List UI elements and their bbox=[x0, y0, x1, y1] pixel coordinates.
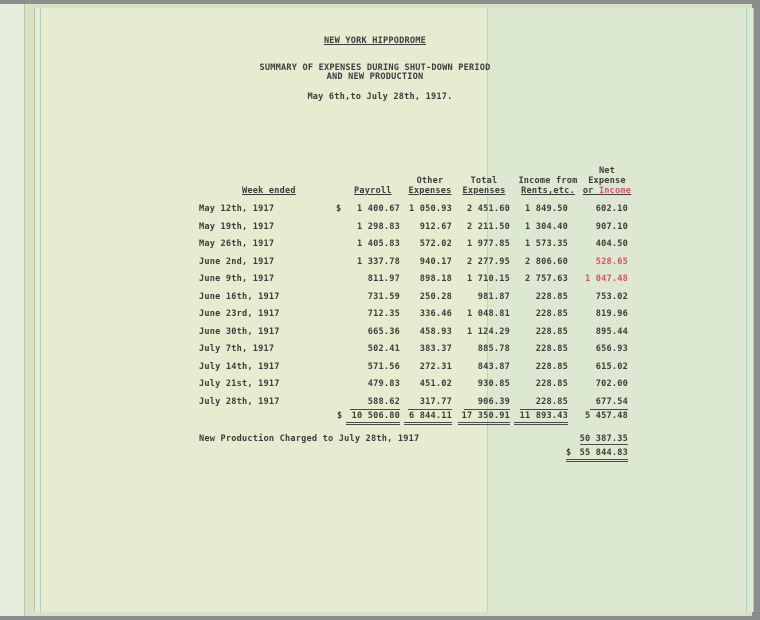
cell-other: 1 050.93 bbox=[409, 204, 452, 214]
cell-net: 656.93 bbox=[595, 344, 628, 354]
cell-total: 981.87 bbox=[477, 292, 510, 302]
new-production-amount: 50 387.35 bbox=[579, 434, 628, 444]
cell-payroll: 588.62 bbox=[367, 397, 400, 407]
rule-total bbox=[464, 409, 510, 410]
total-other: 6 844.11 bbox=[409, 411, 452, 421]
total-payroll: 10 506.80 bbox=[351, 411, 400, 421]
row-week-ended: July 7th, 1917 bbox=[199, 344, 275, 354]
cell-payroll: 1 337.78 bbox=[357, 257, 400, 267]
cell-net: 895.44 bbox=[595, 327, 628, 337]
cell-other: 458.93 bbox=[419, 327, 452, 337]
cell-income: 228.85 bbox=[535, 344, 568, 354]
row-week-ended: May 26th, 1917 bbox=[199, 239, 275, 249]
cell-payroll: 811.97 bbox=[367, 274, 400, 284]
totals-dollar: $ bbox=[337, 411, 343, 421]
row-week-ended: May 19th, 1917 bbox=[199, 222, 275, 232]
double-rule-grand-b bbox=[566, 461, 628, 462]
cell-net: 602.10 bbox=[595, 204, 628, 214]
document-subtitle-1: SUMMARY OF EXPENSES DURING SHUT-DOWN PERIOD bbox=[259, 63, 491, 73]
cell-income: 228.85 bbox=[535, 397, 568, 407]
double-rule-income-b bbox=[514, 424, 568, 425]
double-rule-total-b bbox=[458, 424, 510, 425]
cell-net: 677.54 bbox=[595, 397, 628, 407]
cell-net: 907.10 bbox=[595, 222, 628, 232]
total-total: 17 350.91 bbox=[461, 411, 510, 421]
row-week-ended: July 28th, 1917 bbox=[199, 397, 280, 407]
cell-other: 383.37 bbox=[419, 344, 452, 354]
row-week-ended: June 23rd, 1917 bbox=[199, 309, 280, 319]
cell-other: 336.46 bbox=[419, 309, 452, 319]
cell-net: 404.50 bbox=[595, 239, 628, 249]
document-title: NEW YORK HIPPODROME bbox=[323, 36, 427, 46]
cell-income: 228.85 bbox=[535, 379, 568, 389]
cell-total: 843.87 bbox=[477, 362, 510, 372]
cell-total: 1 710.15 bbox=[467, 274, 510, 284]
cell-total: 2 211.50 bbox=[467, 222, 510, 232]
cell-total: 1 977.85 bbox=[467, 239, 510, 249]
header-net: Net Expense or Income bbox=[582, 166, 632, 196]
row-week-ended: June 30th, 1917 bbox=[199, 327, 280, 337]
header-other-expenses: Other Expenses bbox=[408, 176, 452, 196]
header-total-expenses: Total Expenses bbox=[462, 176, 506, 196]
rule-income bbox=[520, 409, 568, 410]
page-edge-right bbox=[746, 8, 747, 612]
cell-other: 940.17 bbox=[419, 257, 452, 267]
cell-payroll: 502.41 bbox=[367, 344, 400, 354]
cell-income: 1 573.35 bbox=[525, 239, 568, 249]
cell-net: 615.02 bbox=[595, 362, 628, 372]
cell-net: 753.02 bbox=[595, 292, 628, 302]
row-week-ended: July 21st, 1917 bbox=[199, 379, 280, 389]
grand-total: 55 844.83 bbox=[579, 448, 628, 458]
cell-other: 898.18 bbox=[419, 274, 452, 284]
cell-other: 451.02 bbox=[419, 379, 452, 389]
cell-payroll: 1 405.83 bbox=[357, 239, 400, 249]
left-page-strip bbox=[0, 4, 25, 616]
grand-total-dollar: $ bbox=[566, 448, 572, 458]
cell-net: 702.00 bbox=[595, 379, 628, 389]
cell-total: 1 048.81 bbox=[467, 309, 510, 319]
cell-income: 228.85 bbox=[535, 292, 568, 302]
double-rule-income-a bbox=[514, 422, 568, 423]
cell-payroll: 1 400.67 bbox=[357, 204, 400, 214]
dollar-sign-first-row: $ bbox=[336, 204, 342, 214]
cell-payroll: 665.36 bbox=[367, 327, 400, 337]
rule-payroll bbox=[350, 409, 400, 410]
rule-net bbox=[590, 409, 628, 410]
cell-total: 885.78 bbox=[477, 344, 510, 354]
row-week-ended: June 2nd, 1917 bbox=[199, 257, 275, 267]
cell-payroll: 479.83 bbox=[367, 379, 400, 389]
row-week-ended: June 16th, 1917 bbox=[199, 292, 280, 302]
cell-net: 528.65 bbox=[595, 257, 628, 267]
cell-payroll: 712.35 bbox=[367, 309, 400, 319]
cell-net: 1 047.48 bbox=[585, 274, 628, 284]
cell-payroll: 571.56 bbox=[367, 362, 400, 372]
cell-total: 1 124.29 bbox=[467, 327, 510, 337]
cell-other: 912.67 bbox=[419, 222, 452, 232]
document-date-range: May 6th,to July 28th, 1917. bbox=[307, 92, 453, 102]
cell-other: 572.02 bbox=[419, 239, 452, 249]
cell-other: 272.31 bbox=[419, 362, 452, 372]
cell-income: 2 806.60 bbox=[525, 257, 568, 267]
new-production-label: New Production Charged to July 28th, 1917 bbox=[199, 434, 420, 444]
cell-income: 228.85 bbox=[535, 362, 568, 372]
row-week-ended: July 14th, 1917 bbox=[199, 362, 280, 372]
cell-income: 228.85 bbox=[535, 327, 568, 337]
double-rule-payroll-a bbox=[346, 422, 400, 423]
cell-income: 228.85 bbox=[535, 309, 568, 319]
cell-total: 930.85 bbox=[477, 379, 510, 389]
total-income: 11 893.43 bbox=[519, 411, 568, 421]
page-edge-left bbox=[40, 8, 41, 612]
cell-payroll: 1 298.83 bbox=[357, 222, 400, 232]
cell-payroll: 731.59 bbox=[367, 292, 400, 302]
double-rule-payroll-b bbox=[346, 424, 400, 425]
header-income: Income from Rents,etc. bbox=[518, 176, 578, 196]
cell-income: 1 849.50 bbox=[525, 204, 568, 214]
cell-income: 2 757.63 bbox=[525, 274, 568, 284]
row-week-ended: May 12th, 1917 bbox=[199, 204, 275, 214]
total-net: 5 457.48 bbox=[585, 411, 628, 421]
double-rule-other-b bbox=[404, 424, 452, 425]
cell-total: 2 451.60 bbox=[467, 204, 510, 214]
cell-net: 819.96 bbox=[595, 309, 628, 319]
row-week-ended: June 9th, 1917 bbox=[199, 274, 275, 284]
rule-other bbox=[408, 409, 452, 410]
document-subtitle-2: AND NEW PRODUCTION bbox=[326, 72, 424, 82]
rule-new-production bbox=[580, 444, 628, 445]
header-payroll: Payroll bbox=[354, 186, 392, 196]
cell-total: 2 277.95 bbox=[467, 257, 510, 267]
double-rule-total-a bbox=[458, 422, 510, 423]
double-rule-other-a bbox=[404, 422, 452, 423]
double-rule-grand-a bbox=[566, 459, 628, 460]
header-week-ended: Week ended bbox=[242, 186, 296, 196]
cell-income: 1 304.40 bbox=[525, 222, 568, 232]
cell-total: 906.39 bbox=[477, 397, 510, 407]
cell-other: 250.28 bbox=[419, 292, 452, 302]
cell-other: 317.77 bbox=[419, 397, 452, 407]
